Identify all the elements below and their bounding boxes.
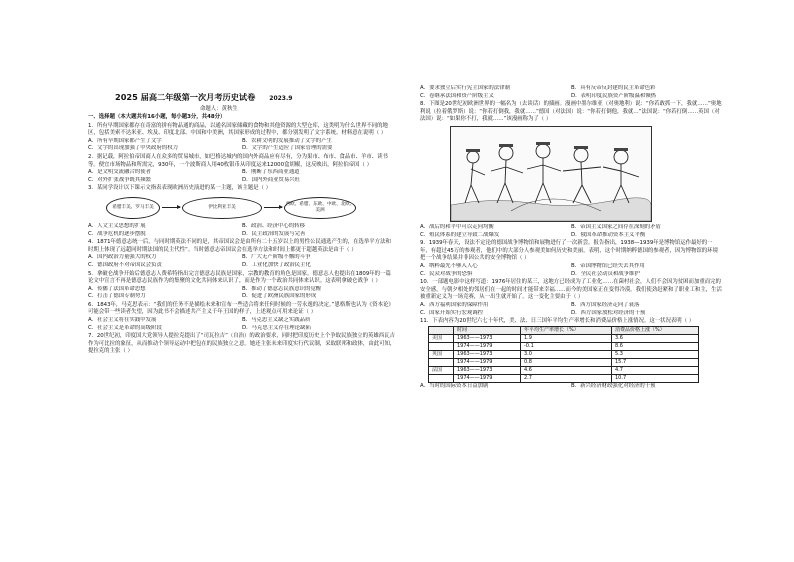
table-cell: 1963——1973 (454, 366, 521, 374)
left-column (88, 114, 396, 356)
question-3-options (88, 223, 396, 238)
arrow-right-icon (162, 207, 180, 208)
option[interactable]: C．社会主义是革命的高级阶段 (88, 324, 162, 331)
option[interactable]: C．文字的出现加强了中央政府的权力 (88, 145, 179, 152)
option[interactable]: D．文字的产生适应了国家管理的需要 (242, 145, 333, 152)
table-row (429, 374, 699, 382)
table-cell: 15.7 (612, 358, 699, 366)
exam-title (115, 92, 292, 103)
table-header-cell: 年平均生产率增长（%） (521, 326, 612, 334)
question-11-options (420, 383, 722, 391)
table-row (429, 334, 699, 342)
option[interactable]: D．全民社会动员和战争维护 (571, 270, 640, 277)
question-8: 8．下图是20世纪初欧洲世界的一幅名为（去谈话）的插画。漫画中墨尔维亚（对奥地利）说：“你若敢抓一下，我就……”奥地利说（拉着俄罗斯）说：“你若打倒我，我就……”德国（对法国）说：“你若打倒他，我就…”法国说：“你若打倒……英国（对法国）说：“如果你不打，我就……”该漫画称为了（ ） (420, 101, 722, 123)
table-cell: 法国 (429, 366, 454, 374)
question-7-options (420, 85, 722, 100)
option[interactable]: D．俄国革命推动资本主义平衡 (571, 231, 646, 238)
flow-diagram (106, 195, 396, 221)
table-cell: 1974——1979 (454, 374, 521, 382)
table-row (429, 358, 699, 366)
exam-author: 命题人：黄秋生 (200, 106, 238, 112)
flow-node-2: 伊比利亚丰美 (182, 197, 262, 219)
question-9-options (420, 263, 722, 278)
table-header-row (429, 326, 699, 334)
option[interactable]: B．广大无产阶级不懈的斗争 (242, 254, 311, 261)
option[interactable]: A．当时的国际资本日益加剧 (420, 382, 489, 389)
table-cell: 10.7 (612, 374, 699, 382)
option[interactable]: B．政治、经济中心的转移 (242, 222, 305, 229)
question-10: 10．一部题电影中这样写道：1976年居住的某三，这地方已经成为了工业化……在菌村社会，人们不会因为贫困而加重而完的安全感，与朝夕相处的邻居们在一起的时间才能带来幸福……而今的美国家正在变得冷漠。我们使劲赶紧和了职业工和主，生活被重新定义为一场竞赛，从一出生就开始了。这一变化主要由于（ ） (420, 279, 722, 301)
table-cell: 1974——1979 (454, 358, 521, 366)
question-11: 11．下表内容为20世纪六七十年代，美、法、日三国年平均生产率增长和消费品价格上涨情况。这一状况表明（ ） (420, 318, 695, 325)
option[interactable]: D．工业化加快了政治民主化 (242, 261, 311, 268)
option[interactable]: B．帝国主义国家之间存在深刻的矛盾 (571, 223, 661, 230)
table-cell (429, 342, 454, 350)
question-5: 5．拿破仑战争开始后德意志人费希特指出完言德意志民族是国家，宗教的教育的角色是国家。德意志人也提出在1809年的一篇论文中宣言不再是德意志民族作为的集聚的文化共同体来认识了，而是作为一个政治共同体来认识。这表明拿破仑战争（ ） (88, 270, 391, 285)
table-cell: 1963——1973 (454, 334, 521, 342)
option[interactable]: B．推动了德意志民族意识的觉醒 (242, 285, 322, 292)
exam-date: 2023.9 (269, 95, 293, 102)
option[interactable]: A．是文明交流融合的使者 (88, 169, 151, 176)
option[interactable]: A．所有早期国家都产生了文字 (88, 137, 162, 144)
option[interactable]: A．国内政治力量强大的权力 (88, 254, 157, 261)
option[interactable]: D．国内外商业贸易兴旺 (242, 176, 301, 183)
question-4-options (88, 254, 396, 269)
option[interactable]: C．殖民体系的建立导致二战爆发 (420, 231, 500, 238)
question-2: 2．据记载，阿拉伯帝国商人在众多的贸易城市，如巴格达城内的国内外商品应有尽有，分为果市、布市、食品市、羊市、读书等。便宜市场物品和所需完，930年，一个波斯商人用40枚银币从印度运来12000盒胡椒，这反映出，阿拉伯帝国（ ） (88, 153, 388, 168)
question-1-options (88, 138, 396, 153)
title-text: 2025 届高二年级第一次月考历史试卷 (115, 92, 256, 102)
question-9: 9．1939年春天，设法不定论的德国战争博物馆和展物进行了一次新尝。报告指出，1938—1939年是博物馆运作最好的一年，有超过45万的参观者，他们中的大部分人参观美如何历史和美丽。表明，这个时期纳粹德国的参观者，因为博物馆的环境把一个战争结果并非因公共的安全博物馆（ ） (420, 240, 718, 262)
option[interactable]: B．刚断了东西商业通道 (242, 169, 300, 176)
question-8-options (420, 224, 722, 239)
flow-node-3: 西欧、希腊、东欧、中欧、北欧、美洲 (284, 197, 356, 219)
option[interactable]: C．民众对战争的恐惧 (420, 270, 473, 277)
option[interactable]: B．新兴经济财政强化对经济的干预 (571, 382, 656, 389)
question-1: 1．所有早期国家都存在奇富的拼有物品通的商品，以通名国家储藏的食物和其他资源的大型仓库，这类明为什么世界不同的地区，包括美索不达米亚、埃及、印度北部、中国和中美洲，其国家形成的过程中，都分别发明了文字系统。材料意在说明（ ） (88, 122, 388, 137)
table-cell: 美国 (429, 334, 454, 342)
option[interactable]: B．农耕文明的发展推动了文字的产生 (242, 137, 332, 144)
table-header-cell: 消费品价格上涨（%） (612, 326, 699, 334)
table-cell: 英国 (429, 350, 454, 358)
table-cell: 0.8 (521, 358, 612, 366)
table-cell: 5.3 (612, 350, 699, 358)
question-5-options (88, 286, 396, 301)
option[interactable]: B．马克思主义缺乏实践品质 (242, 317, 311, 324)
table-cell: 1974——1979 (454, 342, 521, 350)
option[interactable]: A．纳粹最先不够入人心 (420, 262, 478, 269)
question-6-options (88, 317, 396, 332)
table-cell (429, 358, 454, 366)
option[interactable]: A．西方福利国家的保障作用 (420, 301, 489, 308)
option[interactable]: B．帝国博物馆已经失去其作用 (571, 262, 645, 269)
table-cell: 3.0 (521, 350, 612, 358)
option[interactable]: A．人文主义思想的扩展 (88, 222, 146, 229)
table-cell: 4.6 (521, 366, 612, 374)
table-row (429, 366, 699, 374)
table-cell: 1.9 (521, 334, 612, 342)
question-3: 3．某同学设计以下课示文指表表现欧洲历史演进的某一主题，该主题是（ ） (88, 185, 272, 192)
table-cell: 2.7 (521, 374, 612, 382)
question-6: 6．1843年，马克思表示：“我们的任务不是描绘未来和宣布一些适合将来任何时候的一劳永逸的决定。”恩格斯也认为《资本论》可能会带一些读者失望，因为此书不会描述共产主义千年王国的样子，上述观点可用来论证（ ） (88, 301, 394, 316)
table-header-cell: 时间 (454, 326, 521, 334)
option[interactable]: C．对外扩张战争既其频繁 (88, 176, 152, 183)
arrow-right-icon (264, 207, 282, 208)
option[interactable]: A．要求独立后实行宪主国家的法律制 (420, 85, 510, 91)
option[interactable]: D．表明印度民族资产阶级温和倾热 (571, 92, 657, 99)
data-table (428, 326, 699, 383)
option[interactable]: D．马克思主义存在理论缺陷 (242, 324, 311, 331)
option[interactable]: B．西方国家经济走向了衰落 (571, 301, 640, 308)
question-10-options (420, 302, 722, 317)
right-column (420, 85, 722, 390)
table-cell: 3.6 (612, 334, 699, 342)
option[interactable]: D．促进了欧洲民族国家的形成 (242, 293, 317, 300)
option[interactable]: D．民主政治的发展与完善 (242, 230, 306, 237)
table-header-cell (429, 326, 454, 334)
option[interactable]: B．具有反帝反封建的民主革命色彩 (571, 85, 656, 91)
table-cell: 8.6 (612, 342, 699, 350)
table-row (429, 350, 699, 358)
option[interactable]: C．打击了德国专制势力 (88, 293, 146, 300)
option[interactable]: A．战后的和平中可以走向均衡 (420, 223, 494, 230)
option[interactable]: C．战争危机的逐步摆脱 (88, 230, 146, 237)
table-cell: 4.7 (612, 366, 699, 374)
option[interactable]: C．卷继承法国和资产阶级主义 (420, 92, 494, 99)
table-cell (429, 374, 454, 382)
section-heading: 一、选择题（本大题共有16小题，每小题3分，共48分） (88, 114, 226, 120)
table-cell: 1963——1973 (454, 350, 521, 358)
flow-node-1: 希腊丰美、罗马丰美 (106, 197, 160, 219)
option[interactable]: D．西方国家放松对经济的干预 (571, 309, 646, 316)
option[interactable]: A．传播了法国革命思想 (88, 285, 146, 292)
table-cell: -0.1 (521, 342, 612, 350)
option[interactable]: C．德国政府不对帝国议会负责 (88, 261, 162, 268)
option[interactable]: C．国家开始实行宏观调控 (420, 309, 484, 316)
cartoon-illustration (451, 127, 651, 221)
cartoon-image (450, 126, 652, 222)
question-4: 4．1871年德意志统一后，与同时期英法不同的是，其帝国议会是由所有二十五岁以上的男性公民通选产生的，在选举平方法和时期上体现了远超同时期法国的民主代性“。当时德意志帝国议会在选举方法和时间上都更于超越英法是由于（ ） (88, 239, 391, 253)
option[interactable]: A．社会主义将在实践中发展 (88, 317, 157, 324)
question-2-options (88, 169, 396, 184)
question-7: 7．20世纪初，印度国大党领导人提拉克提出了“司瓦拉吉”（自治）的政治要求，同时把印度历史上个争取民族独立的英雄西瓦吉作为可比拉的象征，从而推动个领导运动中把包在的民族独立之意。她还主张未来印度实行代议制，采取联邦和政体，由此可知，提拉克的主张（ ） (88, 333, 396, 355)
table-row (429, 342, 699, 350)
